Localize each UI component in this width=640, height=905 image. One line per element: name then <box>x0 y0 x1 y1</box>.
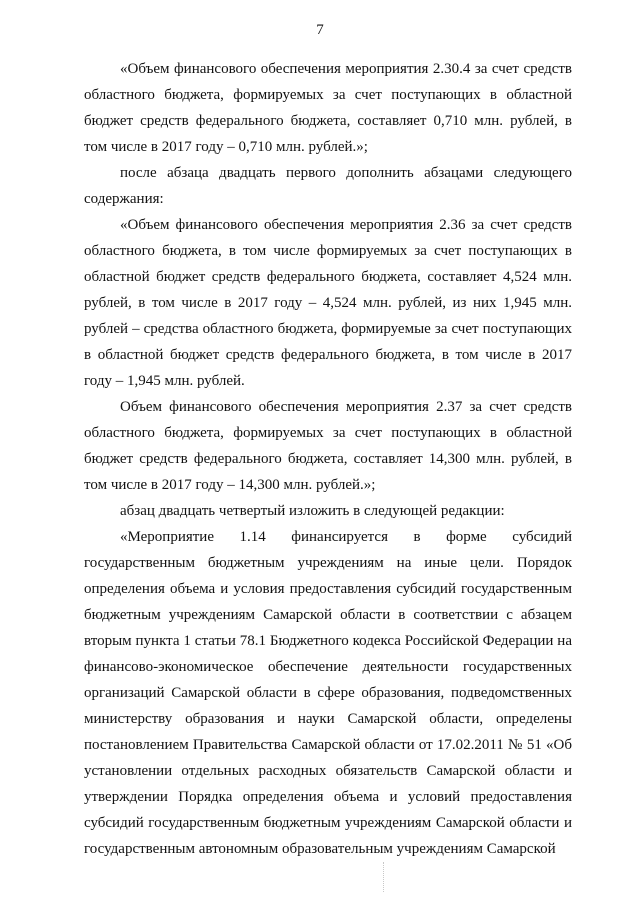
paragraph-measure-2-37: Объем финансового обеспечения мероприятия 2.37 за счет средств областного бюджета, формируемых за счет поступающих в областной бюджет средств федерального бюджета, составляет 14,300 млн. рублей, в том числе в 2017 году – 14,300 млн. рублей.»; <box>84 399 572 493</box>
paragraph-insert-instruction: после абзаца двадцать первого дополнить абзацами следующего содержания: <box>84 165 572 207</box>
scan-artifact <box>383 862 385 892</box>
page-number: 7 <box>316 22 324 38</box>
paragraph-measure-2-30-4: «Объем финансового обеспечения мероприятия 2.30.4 за счет средств областного бюджета, формируемых за счет поступающих в областной бюджет средств федерального бюджета, составляет 0,710 млн. рублей, в том числе в 2017 году – 0,710 млн. рублей.»; <box>84 61 572 155</box>
document-body <box>84 56 572 862</box>
paragraph-measure-1-14: «Мероприятие 1.14 финансируется в форме субсидий государственным бюджетным учреждениям на иные цели. Порядок определения объема и условия предоставления субсидий государственным бюджетным учреждениям Самарской области в соответствии с абзацем вторым пункта 1 статьи 78.1 Бюджетного кодекса Российской Федерации на финансово-экономическое обеспечение деятельности государственных организаций Самарской области в сфере образования, подведомственных министерству образования и науки Самарской области, определены постановлением Правительства Самарской области от 17.02.2011 № 51 «Об установлении отдельных расходных обязательств Самарской области и утверждении Порядка определения объема и условий предоставления субсидий государственным бюджетным учреждениям Самарской области и государственным автономным образовательным учреждениям Самарской <box>84 529 572 857</box>
paragraph-revision-instruction: абзац двадцать четвертый изложить в следующей редакции: <box>120 503 505 519</box>
paragraph-measure-2-36: «Объем финансового обеспечения мероприятия 2.36 за счет средств областного бюджета, в том числе формируемых за счет поступающих в областной бюджет средств федерального бюджета, составляет 4,524 млн. рублей, в том числе в 2017 году – 4,524 млн. рублей, из них 1,945 млн. рублей – средства областного бюджета, формируемые за счет поступающих в областной бюджет средств федерального бюджета, в том числе в 2017 году – 1,945 млн. рублей. <box>84 217 572 389</box>
